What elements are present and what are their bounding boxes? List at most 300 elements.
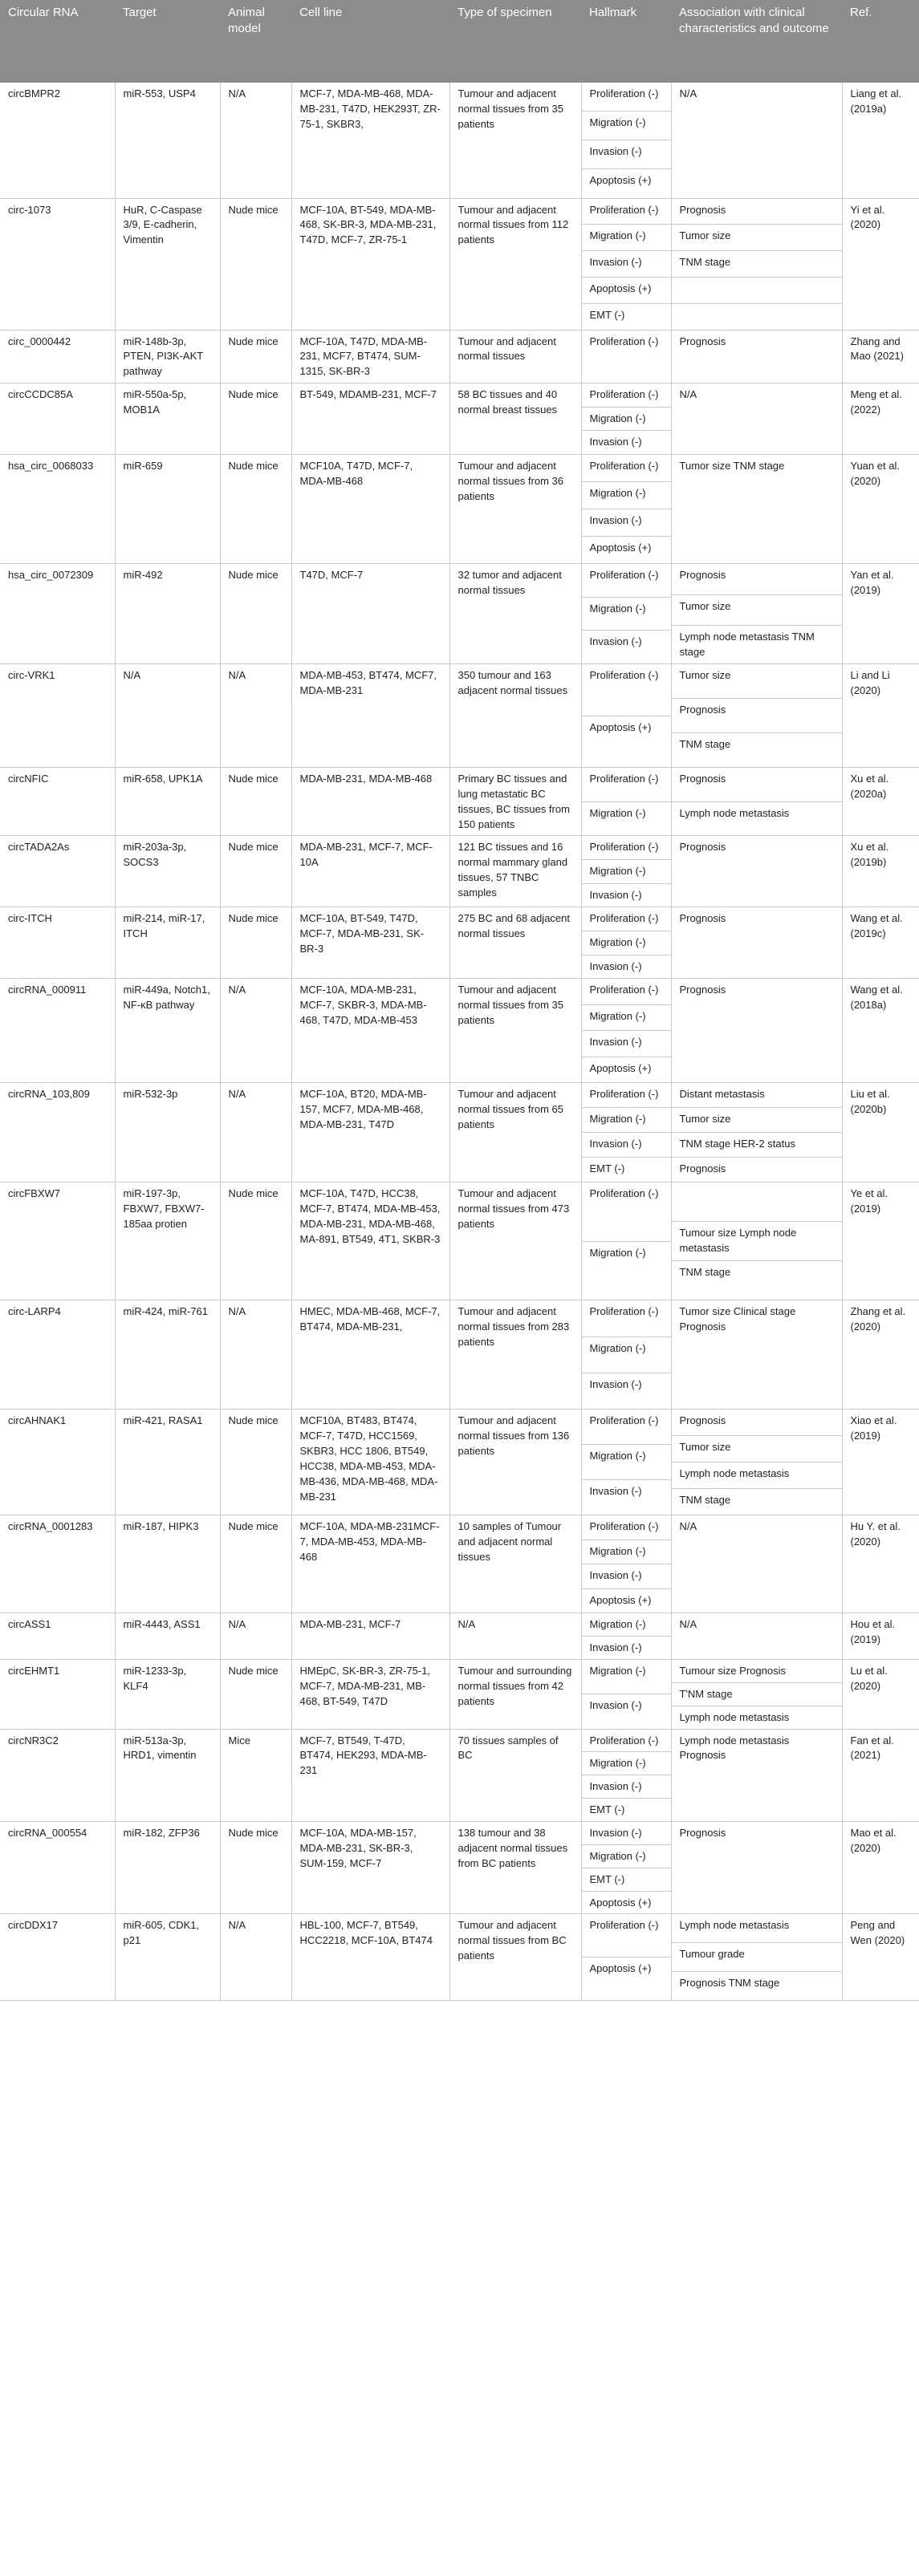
clinical-entry: Prognosis [679, 1162, 726, 1175]
cell-target: miR-605, CDK1, p21 [115, 1914, 220, 2001]
cell-cell-line: MDA-MB-231, MCF-7 [291, 1613, 449, 1660]
cell-cell-line: MCF-10A, MDA-MB-157, MDA-MB-231, SK-BR-3, SUM-159, MCF-7 [291, 1822, 449, 1914]
hallmark-entry: Apoptosis (+) [589, 1061, 652, 1074]
clinical-entry: T'NM stage [672, 1683, 842, 1706]
cell-clinical-association [671, 564, 842, 664]
hallmark-entry: Proliferation (-) [582, 83, 671, 112]
cell-cell-line: MCF-10A, MDA-MB-231, MCF-7, SKBR-3, MDA-MB-468, T47D, MDA-MB-453 [291, 979, 449, 1083]
hallmark-entry: Apoptosis (+) [589, 1962, 652, 1975]
clinical-entry: Tumor size Clinical stage Prognosis [679, 1305, 796, 1333]
cell-target: miR-214, miR-17, ITCH [115, 907, 220, 979]
cell-target: miR-659 [115, 455, 220, 564]
hallmark-entry: Proliferation (-) [582, 1183, 671, 1242]
cell-clinical-association [671, 979, 842, 1083]
cell-hallmark [581, 1660, 671, 1730]
hallmark-entry: Proliferation (-) [582, 199, 671, 225]
cell-target: miR-1233-3p, KLF4 [115, 1660, 220, 1730]
table-row [0, 1083, 919, 1183]
cell-circular-rna: circBMPR2 [0, 83, 115, 198]
cell-cell-line: MCF-10A, BT-549, MDA-MB-468, SK-BR-3, MDA-MB-231, T47D, MCF-7, ZR-75-1 [291, 198, 449, 330]
cell-target: miR-197-3p, FBXW7, FBXW7-185aa protien [115, 1183, 220, 1300]
hallmark-entry: Migration (-) [582, 1660, 671, 1694]
cell-specimen: Tumour and adjacent normal tissues from 36 patients [449, 455, 581, 564]
cell-animal-model: N/A [220, 1613, 291, 1660]
table-row [0, 198, 919, 330]
cell-circular-rna: circ-VRK1 [0, 664, 115, 768]
cell-specimen: 138 tumour and 38 adjacent normal tissues from BC patients [449, 1822, 581, 1914]
cell-target: miR-187, HIPK3 [115, 1515, 220, 1613]
cell-hallmark [581, 836, 671, 907]
clinical-entry: Prognosis [672, 768, 842, 802]
hallmark-entry: Migration (-) [582, 408, 671, 432]
hallmark-entry: Proliferation (-) [582, 768, 671, 802]
hallmark-entry: Invasion (-) [582, 1564, 671, 1589]
hallmark-entry: Proliferation (-) [582, 383, 671, 408]
clinical-entry: Lymph node metastasis [679, 1710, 790, 1723]
cell-circular-rna: circNR3C2 [0, 1729, 115, 1821]
clinical-entry: Tumour size Prognosis [672, 1660, 842, 1683]
hallmark-entry: Invasion (-) [582, 1775, 671, 1799]
hallmark-entry: Proliferation (-) [582, 1300, 671, 1337]
cell-circular-rna: circAHNAK1 [0, 1410, 115, 1515]
hallmark-entry: Proliferation (-) [582, 1410, 671, 1445]
header-circular-rna: Circular RNA [0, 0, 115, 83]
clinical-entry: Prognosis [672, 564, 842, 595]
cell-ref: Wang et al. (2019c) [850, 912, 903, 940]
cell-cell-line: MCF-10A, BT20, MDA-MB-157, MCF7, MDA-MB-468, MDA-MB-231, T47D [291, 1083, 449, 1183]
cell-cell-line: BT-549, MDAMB-231, MCF-7 [291, 383, 449, 455]
cell-cell-line: MDA-MB-231, MDA-MB-468 [291, 768, 449, 836]
table-row [0, 979, 919, 1083]
clinical-entry: N/A [679, 87, 697, 99]
clinical-entry: Prognosis [672, 699, 842, 733]
cell-circular-rna: circCCDC85A [0, 383, 115, 455]
cell-specimen: 10 samples of Tumour and adjacent normal tissues [449, 1515, 581, 1613]
cell-clinical-association [671, 1660, 842, 1730]
cell-clinical-association [671, 664, 842, 768]
cell-target: miR-532-3p [115, 1083, 220, 1183]
cell-cell-line: MCF-7, MDA-MB-468, MDA-MB-231, T47D, HEK293T, ZR-75-1, SKBR3, [291, 83, 449, 198]
clinical-entry [672, 304, 842, 330]
cell-hallmark [581, 1729, 671, 1821]
hallmark-entry: Migration (-) [582, 598, 671, 631]
hallmark-entry: Proliferation (-) [582, 455, 671, 482]
clinical-entry: N/A [679, 1618, 697, 1631]
cell-animal-model: Nude mice [220, 1660, 291, 1730]
hallmark-entry: Migration (-) [582, 1540, 671, 1565]
cell-ref: Xiao et al. (2019) [850, 1414, 897, 1442]
header-cell-line: Cell line [291, 0, 449, 83]
clinical-entry: Prognosis [679, 984, 726, 996]
hallmark-entry: Proliferation (-) [582, 836, 671, 860]
cell-ref: Li and Li (2020) [850, 669, 890, 696]
cell-circular-rna: circ-1073 [0, 198, 115, 330]
clinical-entry [672, 278, 842, 304]
cell-specimen: Tumour and adjacent normal tissues from 35 patients [449, 83, 581, 198]
cell-animal-model: Nude mice [220, 836, 291, 907]
clinical-entry: Lymph node metastasis TNM stage [679, 631, 815, 659]
cell-clinical-association [671, 1613, 842, 1660]
cell-specimen: Tumour and adjacent normal tissues from 112 patients [449, 198, 581, 330]
cell-clinical-association [671, 1729, 842, 1821]
cell-target: miR-513a-3p, HRD1, vimentin [115, 1729, 220, 1821]
cell-specimen: Tumour and adjacent normal tissues [449, 330, 581, 383]
cell-target: miR-550a-5p, MOB1A [115, 383, 220, 455]
cell-specimen: 350 tumour and 163 adjacent normal tissues [449, 664, 581, 768]
clinical-entry: Lymph node metastasis [672, 1462, 842, 1489]
cell-clinical-association [671, 455, 842, 564]
cell-cell-line: MCF-10A, T47D, MDA-MB-231, MCF7, BT474, SUM-1315, SK-BR-3 [291, 330, 449, 383]
hallmark-entry: EMT (-) [589, 1803, 625, 1816]
cell-specimen: Tumour and surrounding normal tissues from 42 patients [449, 1660, 581, 1730]
cell-animal-model: Nude mice [220, 330, 291, 383]
header-row [0, 0, 919, 83]
cell-cell-line: HBL-100, MCF-7, BT549, HCC2218, MCF-10A, BT474 [291, 1914, 449, 2001]
hallmark-entry: Migration (-) [589, 806, 646, 819]
cell-specimen: Tumour and adjacent normal tissues from 283 patients [449, 1300, 581, 1410]
cell-circular-rna: circRNA_000911 [0, 979, 115, 1083]
cell-target: miR-182, ZFP36 [115, 1822, 220, 1914]
cell-ref: Yi et al. (2020) [850, 203, 885, 231]
cell-animal-model: N/A [220, 1914, 291, 2001]
cell-cell-line: HMEpC, SK-BR-3, ZR-75-1, MCF-7, MDA-MB-231, MB-468, BT-549, T47D [291, 1660, 449, 1730]
hallmark-entry: Invasion (-) [589, 959, 642, 972]
hallmark-entry: Apoptosis (+) [589, 1896, 652, 1909]
cell-cell-line: MCF10A, T47D, MCF-7, MDA-MB-468 [291, 455, 449, 564]
hallmark-entry: Proliferation (-) [582, 1515, 671, 1540]
table-row [0, 1183, 919, 1300]
cell-ref: Mao et al. (2020) [850, 1827, 897, 1854]
table-row [0, 768, 919, 836]
clinical-entry: Prognosis [672, 199, 842, 225]
clinical-entry: Prognosis [679, 912, 726, 925]
cell-animal-model: Nude mice [220, 1515, 291, 1613]
cell-ref: Liang et al. (2019a) [850, 87, 902, 115]
cell-clinical-association [671, 836, 842, 907]
cell-hallmark [581, 1822, 671, 1914]
clinical-entry: Tumor size [672, 225, 842, 251]
cell-specimen: 275 BC and 68 adjacent normal tissues [449, 907, 581, 979]
hallmark-entry: Invasion (-) [589, 1378, 642, 1391]
cell-circular-rna: circDDX17 [0, 1914, 115, 2001]
cell-circular-rna: circNFIC [0, 768, 115, 836]
table-row [0, 1822, 919, 1914]
hallmark-entry: Apoptosis (+) [589, 542, 652, 554]
cell-cell-line: T47D, MCF-7 [291, 564, 449, 664]
clinical-entry [672, 1183, 842, 1222]
cell-circular-rna: circRNA_000554 [0, 1822, 115, 1914]
hallmark-entry: Apoptosis (+) [582, 278, 671, 304]
cell-clinical-association [671, 198, 842, 330]
cell-ref: Lu et al. (2020) [850, 1665, 888, 1692]
hallmark-entry: Invasion (-) [582, 1031, 671, 1057]
hallmark-entry: Invasion (-) [589, 436, 642, 448]
cell-clinical-association [671, 1822, 842, 1914]
hallmark-entry: Migration (-) [582, 225, 671, 251]
cell-animal-model: Nude mice [220, 1183, 291, 1300]
hallmark-entry: Invasion (-) [582, 509, 671, 537]
cell-ref: Xu et al. (2020a) [850, 773, 889, 800]
clinical-entry: Tumor size TNM stage [679, 460, 785, 473]
table-row [0, 1914, 919, 2001]
cell-hallmark [581, 383, 671, 455]
table-row [0, 1515, 919, 1613]
cell-hallmark [581, 330, 671, 383]
clinical-entry: Tumor size [672, 595, 842, 627]
hallmark-entry: EMT (-) [589, 1162, 625, 1175]
cell-animal-model: N/A [220, 664, 291, 768]
hallmark-entry: EMT (-) [582, 1868, 671, 1892]
cell-target: miR-4443, ASS1 [115, 1613, 220, 1660]
hallmark-entry: EMT (-) [589, 308, 625, 321]
cell-ref: Yuan et al. (2020) [850, 460, 900, 487]
hallmark-entry: Apoptosis (+) [589, 174, 652, 187]
clinical-entry: Prognosis TNM stage [679, 1977, 780, 1990]
hallmark-entry: Migration (-) [582, 1445, 671, 1480]
clinical-entry: Lymph node metastasis [672, 1914, 842, 1943]
cell-clinical-association [671, 1183, 842, 1300]
cell-animal-model: Nude mice [220, 768, 291, 836]
cell-cell-line: MDA-MB-231, MCF-7, MCF-10A [291, 836, 449, 907]
hallmark-entry: Migration (-) [582, 1005, 671, 1032]
cell-specimen: N/A [449, 1613, 581, 1660]
cell-specimen: 70 tissues samples of BC [449, 1729, 581, 1821]
cell-animal-model: Nude mice [220, 907, 291, 979]
header-clinical-association: Association with clinical characteristics and outcome [671, 0, 842, 83]
cell-target: N/A [115, 664, 220, 768]
cell-clinical-association [671, 83, 842, 198]
header-type-of-specimen: Type of specimen [449, 0, 581, 83]
hallmark-entry: Apoptosis (+) [589, 720, 652, 733]
cell-circular-rna: hsa_circ_0072309 [0, 564, 115, 664]
hallmark-entry: Invasion (-) [582, 1822, 671, 1845]
header-ref: Ref. [842, 0, 919, 83]
clinical-entry: Tumor size [672, 1436, 842, 1462]
cell-animal-model: Nude mice [220, 455, 291, 564]
cell-clinical-association [671, 1300, 842, 1410]
cell-specimen: Tumour and adjacent normal tissues from 136 patients [449, 1410, 581, 1515]
cell-specimen: 32 tumor and adjacent normal tissues [449, 564, 581, 664]
cell-target: miR-424, miR-761 [115, 1300, 220, 1410]
hallmark-entry: Proliferation (-) [582, 1914, 671, 1957]
clinical-entry: TNM stage [679, 738, 731, 751]
header-hallmark: Hallmark [581, 0, 671, 83]
cell-circular-rna: hsa_circ_0068033 [0, 455, 115, 564]
cell-hallmark [581, 1300, 671, 1410]
hallmark-entry: Invasion (-) [582, 1133, 671, 1158]
cell-hallmark [581, 83, 671, 198]
cell-circular-rna: circEHMT1 [0, 1660, 115, 1730]
cell-hallmark [581, 979, 671, 1083]
table-row [0, 1729, 919, 1821]
cell-hallmark [581, 455, 671, 564]
cell-specimen: 121 BC tissues and 16 normal mammary gland tissues, 57 TNBC samples [449, 836, 581, 907]
clinical-entry: Prognosis [679, 841, 726, 854]
hallmark-entry: Invasion (-) [589, 1485, 642, 1498]
hallmark-entry: Apoptosis (+) [589, 1593, 652, 1606]
table-row [0, 330, 919, 383]
cell-specimen: Tumour and adjacent normal tissues from 473 patients [449, 1183, 581, 1300]
clinical-entry: Tumour size Lymph node metastasis [672, 1222, 842, 1261]
cell-animal-model: Nude mice [220, 564, 291, 664]
cell-hallmark [581, 1410, 671, 1515]
cell-ref: Peng and Wen (2020) [850, 1919, 905, 1947]
cell-target: miR-449a, Notch1, NF-κB pathway [115, 979, 220, 1083]
cell-ref: Zhang and Mao (2021) [850, 335, 904, 363]
hallmark-entry: Proliferation (-) [582, 564, 671, 598]
cell-cell-line: MDA-MB-453, BT474, MCF7, MDA-MB-231 [291, 664, 449, 768]
cell-target: miR-203a-3p, SOCS3 [115, 836, 220, 907]
cell-ref: Xu et al. (2019b) [850, 841, 889, 869]
header-animal-model: Animal model [220, 0, 291, 83]
table-row [0, 455, 919, 564]
cell-specimen: Tumour and adjacent normal tissues from BC patients [449, 1914, 581, 2001]
table-row [0, 907, 919, 979]
hallmark-entry: Proliferation (-) [582, 1730, 671, 1753]
cell-hallmark [581, 1515, 671, 1613]
cell-animal-model: Nude mice [220, 383, 291, 455]
cell-ref: Hou et al. (2019) [850, 1618, 896, 1646]
cell-specimen: 58 BC tissues and 40 normal breast tissues [449, 383, 581, 455]
hallmark-entry: Invasion (-) [589, 888, 642, 901]
table-row [0, 1410, 919, 1515]
cell-animal-model: Nude mice [220, 1410, 291, 1515]
hallmark-entry: Migration (-) [582, 860, 671, 884]
hallmark-entry: Migration (-) [582, 1752, 671, 1775]
clinical-entry: TNM stage [672, 251, 842, 278]
cell-ref: Yan et al. (2019) [850, 569, 894, 596]
cell-cell-line: HMEC, MDA-MB-468, MCF-7, BT474, MDA-MB-231, [291, 1300, 449, 1410]
clinical-entry: N/A [679, 1520, 697, 1533]
cell-clinical-association [671, 1083, 842, 1183]
hallmark-entry: Invasion (-) [589, 1699, 642, 1712]
hallmark-entry: Proliferation (-) [582, 979, 671, 1005]
clinical-entry: Distant metastasis [672, 1083, 842, 1108]
table-row [0, 664, 919, 768]
cell-specimen: Tumour and adjacent normal tissues from 35 patients [449, 979, 581, 1083]
clinical-entry: Tumour grade [672, 1943, 842, 1972]
hallmark-entry: Invasion (-) [582, 140, 671, 169]
cell-ref: Fan et al. (2021) [850, 1734, 894, 1762]
cell-target: HuR, C-Caspase 3/9, E-cadherin, Vimentin [115, 198, 220, 330]
clinical-entry: Lymph node metastasis [679, 806, 790, 819]
cell-hallmark [581, 907, 671, 979]
hallmark-entry: Proliferation (-) [589, 335, 659, 347]
cell-specimen: Primary BC tissues and lung metastatic BC tissues, BC tissues from 150 patients [449, 768, 581, 836]
cell-animal-model: N/A [220, 1300, 291, 1410]
hallmark-entry: Invasion (-) [582, 251, 671, 278]
table-row [0, 383, 919, 455]
clinical-entry: Tumor size [672, 1108, 842, 1133]
cell-circular-rna: circTADA2As [0, 836, 115, 907]
cell-cell-line: MCF-7, BT549, T-47D, BT474, HEK293, MDA-MB-231 [291, 1729, 449, 1821]
cell-hallmark [581, 664, 671, 768]
cell-ref: Hu Y. et al. (2020) [850, 1520, 901, 1548]
cell-cell-line: MCF-10A, BT-549, T47D, MCF-7, MDA-MB-231, SK-BR-3 [291, 907, 449, 979]
cell-circular-rna: circ_0000442 [0, 330, 115, 383]
cell-clinical-association [671, 330, 842, 383]
table-row [0, 83, 919, 198]
hallmark-entry: Migration (-) [582, 112, 671, 140]
cell-target: miR-658, UPK1A [115, 768, 220, 836]
cell-hallmark [581, 1083, 671, 1183]
clinical-entry: Prognosis [672, 1410, 842, 1436]
cell-hallmark [581, 1914, 671, 2001]
hallmark-entry: Migration (-) [582, 1337, 671, 1373]
cell-clinical-association [671, 768, 842, 836]
hallmark-entry: Migration (-) [582, 482, 671, 509]
table-row [0, 836, 919, 907]
hallmark-entry: Invasion (-) [589, 1641, 642, 1654]
hallmark-entry: Migration (-) [589, 1246, 646, 1259]
hallmark-entry: Migration (-) [582, 1845, 671, 1868]
cell-cell-line: MCF-10A, T47D, HCC38, MCF-7, BT474, MDA-MB-453, MDA-MB-231, MDA-MB-468, MA-891, BT549, 4T1, SKBR-3 [291, 1183, 449, 1300]
cell-animal-model: Nude mice [220, 198, 291, 330]
cell-target: miR-553, USP4 [115, 83, 220, 198]
cell-hallmark [581, 768, 671, 836]
cell-cell-line: MCF-10A, MDA-MB-231MCF-7, MDA-MB-453, MDA-MB-468 [291, 1515, 449, 1613]
cell-circular-rna: circASS1 [0, 1613, 115, 1660]
clinical-entry: TNM stage HER-2 status [672, 1133, 842, 1158]
hallmark-entry: Proliferation (-) [582, 1083, 671, 1108]
cell-specimen: Tumour and adjacent normal tissues from 65 patients [449, 1083, 581, 1183]
cell-animal-model: Nude mice [220, 1822, 291, 1914]
cell-target: miR-421, RASA1 [115, 1410, 220, 1515]
hallmark-entry: Migration (-) [582, 1613, 671, 1637]
table-body [0, 83, 919, 2001]
cell-cell-line: MCF10A, BT483, BT474, MCF-7, T47D, HCC1569, SKBR3, HCC 1806, BT549, HCC38, MDA-MB-453, MDA-MB-436, MDA-MB-468, MDA-MB-231 [291, 1410, 449, 1515]
clinical-entry: Prognosis [679, 335, 726, 347]
cell-ref: Liu et al. (2020b) [850, 1088, 890, 1116]
cell-circular-rna: circRNA_0001283 [0, 1515, 115, 1613]
cell-hallmark [581, 564, 671, 664]
clinical-entry: N/A [679, 388, 697, 401]
cell-hallmark [581, 1183, 671, 1300]
header-target: Target [115, 0, 220, 83]
cell-ref: Meng et al. (2022) [850, 388, 902, 416]
clinical-entry: Prognosis [679, 1827, 726, 1839]
cell-target: miR-492 [115, 564, 220, 664]
cell-hallmark [581, 198, 671, 330]
cell-circular-rna: circFBXW7 [0, 1183, 115, 1300]
cell-clinical-association [671, 1410, 842, 1515]
cell-animal-model: N/A [220, 83, 291, 198]
cell-hallmark [581, 1613, 671, 1660]
cell-circular-rna: circRNA_103,809 [0, 1083, 115, 1183]
cell-ref: Wang et al. (2018a) [850, 984, 903, 1012]
table-row [0, 1613, 919, 1660]
cell-clinical-association [671, 907, 842, 979]
cell-clinical-association [671, 1515, 842, 1613]
table-row [0, 1660, 919, 1730]
hallmark-entry: Migration (-) [582, 931, 671, 955]
clinical-entry: Tumor size [672, 664, 842, 699]
cell-circular-rna: circ-ITCH [0, 907, 115, 979]
hallmark-entry: Migration (-) [582, 1108, 671, 1133]
cell-clinical-association [671, 1914, 842, 2001]
table-row [0, 564, 919, 664]
clinical-entry: TNM stage [679, 1266, 731, 1279]
cell-animal-model: Mice [220, 1729, 291, 1821]
cell-animal-model: N/A [220, 979, 291, 1083]
cell-circular-rna: circ-LARP4 [0, 1300, 115, 1410]
cell-ref: Zhang et al. (2020) [850, 1305, 906, 1333]
hallmark-entry: Proliferation (-) [582, 664, 671, 716]
cell-target: miR-148b-3p, PTEN, PI3K-AKT pathway [115, 330, 220, 383]
hallmark-entry: Proliferation (-) [582, 907, 671, 931]
cell-ref: Ye et al. (2019) [850, 1187, 889, 1215]
table-row [0, 1300, 919, 1410]
